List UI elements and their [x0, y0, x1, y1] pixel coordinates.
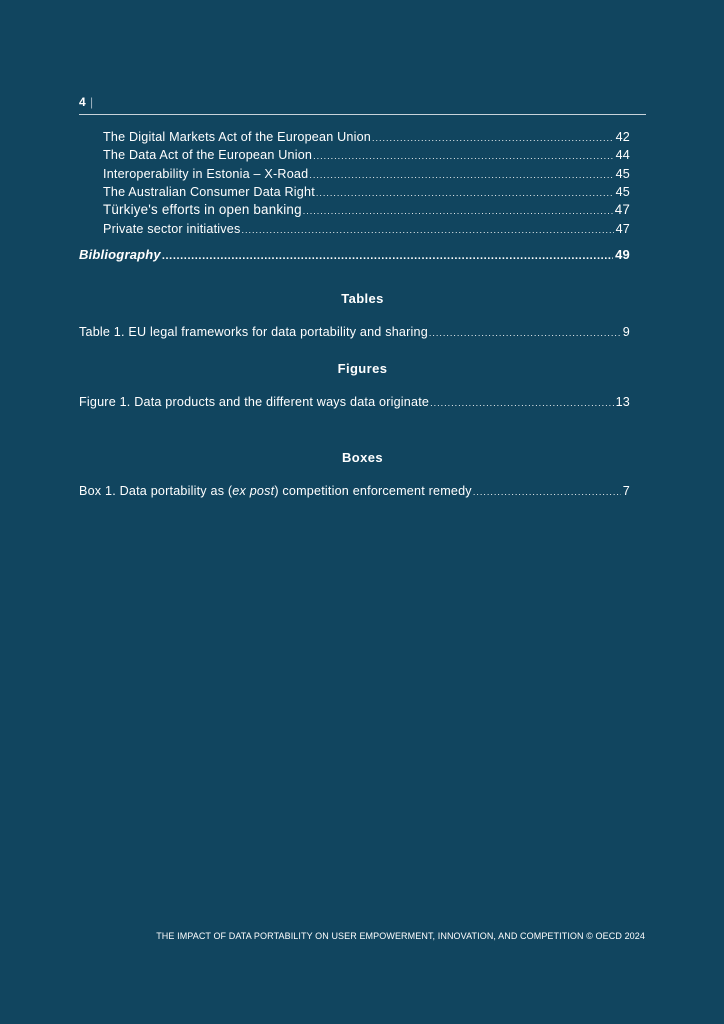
toc-entry-private-sector[interactable]: [103, 221, 630, 238]
toc-entry-bibliography[interactable]: [79, 247, 630, 264]
toc-entry-turkiye-open-banking[interactable]: [103, 202, 630, 219]
dot-leader: [313, 148, 613, 164]
box-label-suffix: ) competition enforcement remedy: [274, 484, 472, 498]
toc-entry-data-act[interactable]: [103, 147, 630, 164]
figures-heading: Figures: [337, 361, 388, 376]
toc-entry-label: Private sector initiatives: [103, 222, 241, 236]
dot-leader: [473, 484, 621, 500]
toc-entry-label: The Digital Markets Act of the European Union: [103, 130, 372, 144]
toc-entry-page: 9: [622, 325, 630, 339]
toc-entry-label: Interoperability in Estonia – X-Road: [103, 167, 309, 181]
dot-leader: [309, 167, 613, 183]
toc-entry-page: 42: [615, 130, 630, 144]
toc-entry-page: 7: [622, 484, 630, 498]
toc-entry-page: 47: [614, 202, 630, 217]
toc-entry-digital-markets-act[interactable]: [103, 129, 630, 146]
dot-leader: [316, 185, 614, 201]
dot-leader: [429, 325, 621, 341]
toc-entry-estonia-x-road[interactable]: [103, 166, 630, 183]
toc-entry-page: 49: [615, 247, 630, 262]
dot-leader: [430, 395, 613, 411]
toc-entry-page: 13: [615, 395, 630, 409]
toc-entry-label: Table 1. EU legal frameworks for data portability and sharing: [79, 325, 428, 339]
box-label-prefix: Box 1. Data portability as (: [79, 484, 233, 498]
toc-entry-label: [79, 483, 472, 499]
toc-entry-figure-1[interactable]: [79, 394, 630, 411]
toc-entry-label: Bibliography: [79, 247, 161, 262]
boxes-heading: Boxes: [341, 450, 384, 465]
dot-leader: [162, 248, 613, 264]
toc-entry-label: The Australian Consumer Data Right: [103, 185, 315, 199]
box-label-italic: ex post: [232, 484, 275, 498]
toc-entry-page: 45: [615, 167, 630, 181]
page-header: [79, 95, 646, 115]
toc-entry-australian-cdr[interactable]: [103, 184, 630, 201]
toc-entry-label: Figure 1. Data products and the different ways data originate: [79, 395, 430, 409]
header-separator: |: [90, 95, 94, 109]
toc-entry-page: 47: [615, 222, 630, 236]
page-footer: THE IMPACT OF DATA PORTABILITY ON USER EMPOWERMENT, INNOVATION, AND COMPETITION © OECD 2024: [156, 931, 645, 941]
toc-entry-label: Türkiye's efforts in open banking: [103, 202, 302, 217]
toc-entry-table-1[interactable]: [79, 324, 630, 341]
page-number: 4: [79, 95, 86, 109]
dot-leader: [241, 222, 613, 238]
dot-leader: [372, 130, 614, 146]
tables-heading: Tables: [341, 291, 384, 306]
toc-entry-page: 45: [615, 185, 630, 199]
toc-entry-page: 44: [615, 148, 630, 162]
dot-leader: [303, 203, 613, 219]
toc-entry-box-1[interactable]: [79, 483, 630, 500]
toc-entry-label: The Data Act of the European Union: [103, 148, 313, 162]
